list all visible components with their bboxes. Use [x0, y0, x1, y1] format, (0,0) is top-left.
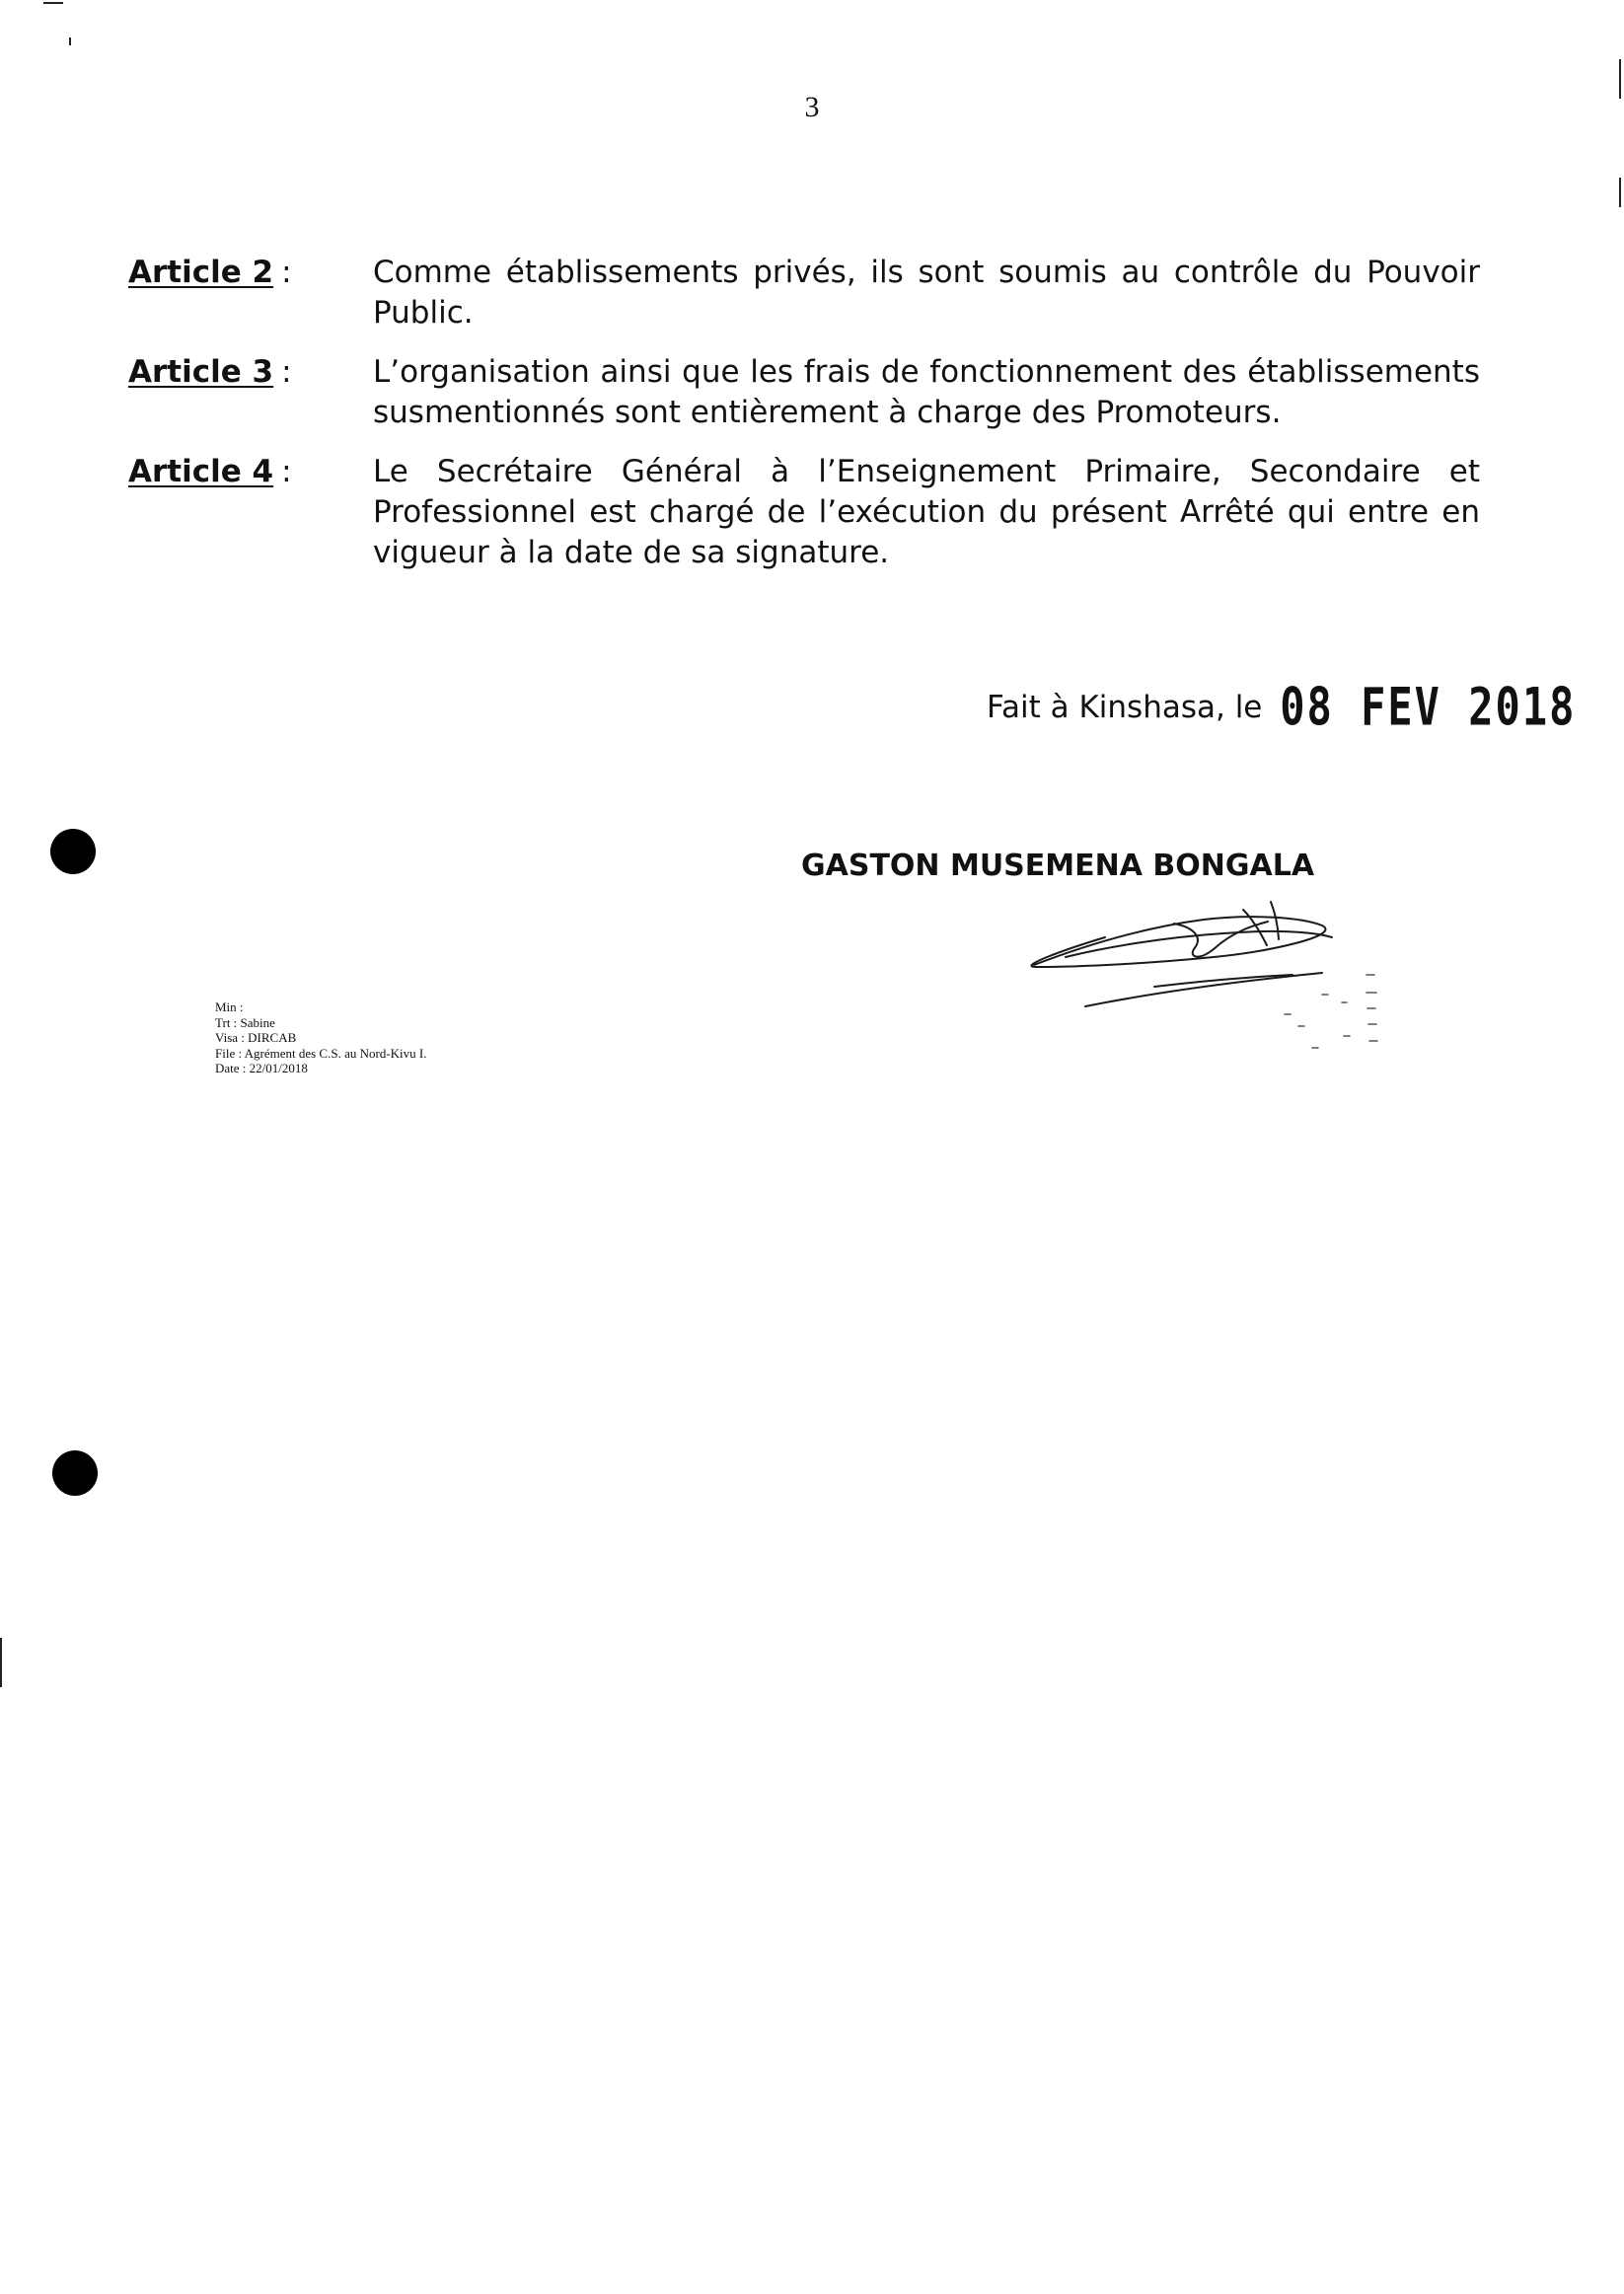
reference-block [215, 999, 426, 1076]
article-label-colon: : [281, 454, 292, 489]
punch-hole [50, 829, 96, 874]
punch-hole [52, 1450, 98, 1496]
article-label [128, 253, 292, 293]
article-label [128, 352, 292, 393]
reference-line: Date : 22/01/2018 [215, 1061, 308, 1075]
scan-mark [69, 37, 71, 45]
place-date-line [987, 676, 1577, 738]
article-label-text: Article 4 [128, 454, 274, 489]
article-text: L’organisation ainsi que les frais de fonctionnement des établissements susmentionnés sont entièrement à charge des Promoteurs. [373, 354, 1480, 430]
page-number: 3 [804, 91, 820, 123]
scan-mark [43, 2, 63, 4]
article-text: Le Secrétaire Général à l’Enseignement Primaire, Secondaire et Professionnel est chargé de l’exécution du présent Arrêté qui entre en vigueur à la date de sa signature. [373, 454, 1480, 570]
article-label-colon: : [281, 255, 292, 290]
date-stamp: 08 FEV 2018 [1280, 676, 1577, 738]
scan-mark [1619, 178, 1621, 207]
signatory-name: GASTON MUSEMENA BONGALA [801, 849, 1315, 883]
article-label-colon: : [281, 354, 292, 390]
handwritten-signature [1026, 888, 1411, 1066]
scan-mark [0, 1638, 2, 1687]
article-label-text: Article 2 [128, 255, 274, 290]
reference-line: Visa : DIRCAB [215, 1030, 297, 1045]
place-text: Fait à Kinshasa, le [987, 690, 1263, 725]
reference-line: File : Agrément des C.S. au Nord-Kivu I. [215, 1045, 427, 1061]
reference-line: Trt : Sabine [215, 1014, 275, 1030]
article-label [128, 452, 292, 492]
article-label-text: Article 3 [128, 354, 274, 390]
article-text: Comme établissements privés, ils sont soumis au contrôle du Pouvoir Public. [373, 255, 1480, 331]
reference-line: Min : [215, 999, 244, 1014]
